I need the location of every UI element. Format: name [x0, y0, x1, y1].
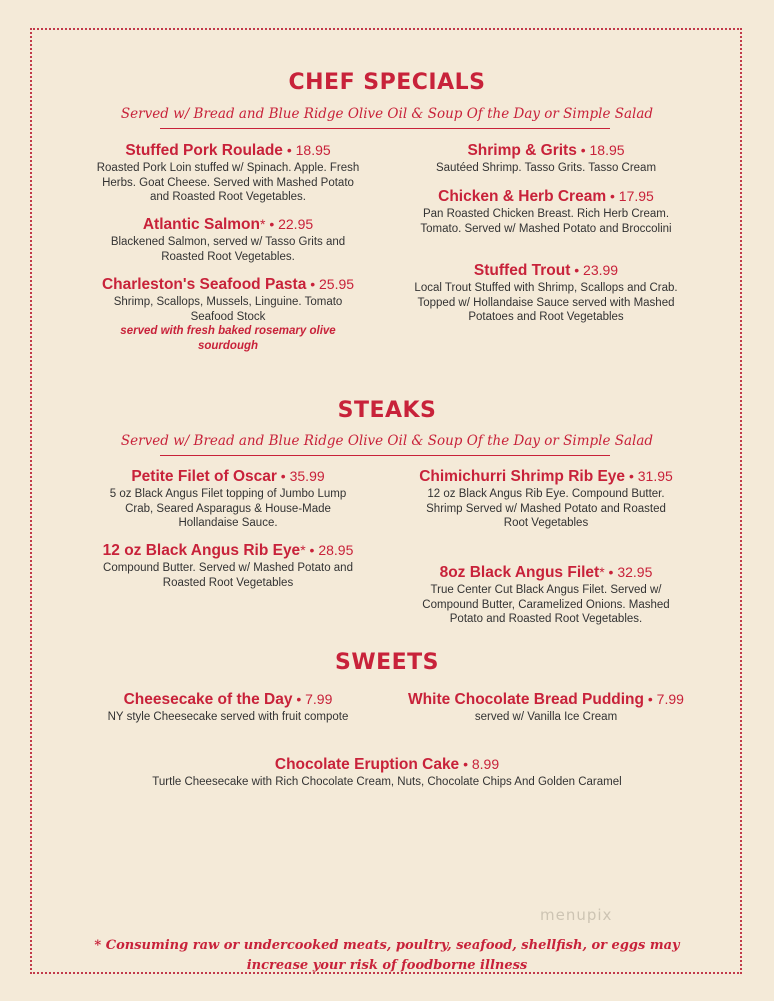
menu-item-atlantic-salmon	[96, 215, 360, 264]
item-name: White Chocolate Bread Pudding	[408, 691, 644, 708]
item-name: Chicken & Herb Cream	[438, 188, 607, 205]
item-desc: True Center Cut Black Angus Filet. Served w/ Compound Butter, Caramelized Onions. Mashed Potato and Roasted Root Vegetables.	[422, 584, 670, 625]
menu-item-bread-pudding	[404, 690, 688, 725]
item-desc: Local Trout Stuffed with Shrimp, Scallops and Crab. Topped w/ Hollandaise Sauce served with Mashed Potatoes and Root Vegetables	[414, 282, 678, 323]
item-price: * • 32.95	[599, 564, 653, 580]
item-name: Chocolate Eruption Cake	[274, 756, 460, 773]
item-desc: 5 oz Black Angus Filet topping of Jumbo Lump Crab, Seared Asparagus & House-Made Hollandaise Sauce.	[109, 488, 347, 529]
steaks-rule	[160, 455, 610, 456]
menu-item-petite-filet	[96, 467, 360, 531]
item-desc: Blackened Salmon, served w/ Tasso Grits and Roasted Root Vegetables.	[110, 236, 346, 263]
item-name: Shrimp & Grits	[467, 142, 577, 159]
menu-item-seafood-pasta	[96, 275, 360, 353]
item-desc: Compound Butter. Served w/ Mashed Potato and Roasted Root Vegetables	[103, 562, 353, 589]
chef-specials-rule	[160, 128, 610, 129]
menu-item-cheesecake	[86, 690, 370, 725]
steaks-subtitle: Served w/ Bread and Blue Ridge Olive Oil & Soup Of the Day or Simple Salad	[120, 433, 654, 449]
item-desc: Roasted Pork Loin stuffed w/ Spinach. Apple. Fresh Herbs. Goat Cheese. Served with Mashed Potato and Roasted Root Vegetables.	[96, 162, 360, 203]
item-desc: Sautéed Shrimp. Tasso Grits. Tasso Cream	[435, 162, 657, 174]
steaks-title: STEAKS	[337, 398, 437, 423]
item-price: * • 28.95	[300, 542, 354, 558]
item-price: • 18.95	[282, 142, 331, 158]
watermark: menupix	[540, 906, 613, 924]
consumer-advisory: * Consuming raw or undercooked meats, poultry, seafood, shellfish, or eggs may increase your risk of foodborne illness	[94, 938, 680, 973]
chef-specials-subtitle: Served w/ Bread and Blue Ridge Olive Oil & Soup Of the Day or Simple Salad	[120, 106, 654, 122]
menu-item-rib-eye	[96, 541, 360, 590]
item-price: • 7.99	[292, 691, 333, 707]
item-desc: served w/ Vanilla Ice Cream	[474, 711, 618, 723]
item-price: * • 22.95	[259, 216, 314, 232]
item-price: • 8.99	[459, 756, 500, 772]
item-name: Petite Filet of Oscar	[131, 468, 277, 485]
item-name: Chimichurri Shrimp Rib Eye	[419, 468, 626, 485]
item-name: 12 oz Black Angus Rib Eye	[102, 542, 301, 559]
item-name: 8oz Black Angus Filet	[439, 564, 600, 581]
item-name: Charleston's Seafood Pasta	[101, 276, 307, 293]
menu-item-stuffed-pork	[96, 141, 360, 205]
item-desc: Pan Roasted Chicken Breast. Rich Herb Cream. Tomato. Served w/ Mashed Potato and Broccolini	[420, 208, 672, 235]
item-desc: NY style Cheesecake served with fruit compote	[107, 711, 349, 723]
item-desc: Shrimp, Scallops, Mussels, Linguine. Tomato Seafood Stock	[113, 296, 343, 323]
item-price: • 25.95	[306, 276, 355, 292]
menu-item-angus-filet	[414, 563, 678, 627]
item-note: served with fresh baked rosemary olive sourdough	[120, 325, 336, 352]
menu-item-chicken-herb	[414, 187, 678, 236]
item-price: • 35.99	[276, 468, 325, 484]
item-name: Stuffed Pork Roulade	[125, 142, 283, 159]
item-price: • 23.99	[570, 262, 619, 278]
menu-item-stuffed-trout	[414, 261, 678, 325]
menu-item-chimichurri-rib-eye	[414, 467, 678, 531]
chef-specials-title: CHEF SPECIALS	[288, 70, 486, 95]
item-price: • 18.95	[576, 142, 625, 158]
item-desc: Turtle Cheesecake with Rich Chocolate Cream, Nuts, Chocolate Chips And Golden Caramel	[152, 776, 622, 788]
item-price: • 7.99	[644, 691, 684, 707]
menu-item-shrimp-grits	[414, 141, 678, 176]
item-name: Cheesecake of the Day	[123, 691, 293, 708]
item-price: • 31.95	[625, 468, 673, 484]
sweets-title: SWEETS	[334, 650, 440, 675]
menu-item-eruption-cake	[96, 755, 678, 790]
item-price: • 17.95	[606, 188, 654, 204]
item-desc: 12 oz Black Angus Rib Eye. Compound Butter. Shrimp Served w/ Mashed Potato and Roasted Root Vegetables	[426, 488, 666, 529]
item-name: Atlantic Salmon	[142, 216, 260, 233]
item-name: Stuffed Trout	[473, 262, 571, 279]
